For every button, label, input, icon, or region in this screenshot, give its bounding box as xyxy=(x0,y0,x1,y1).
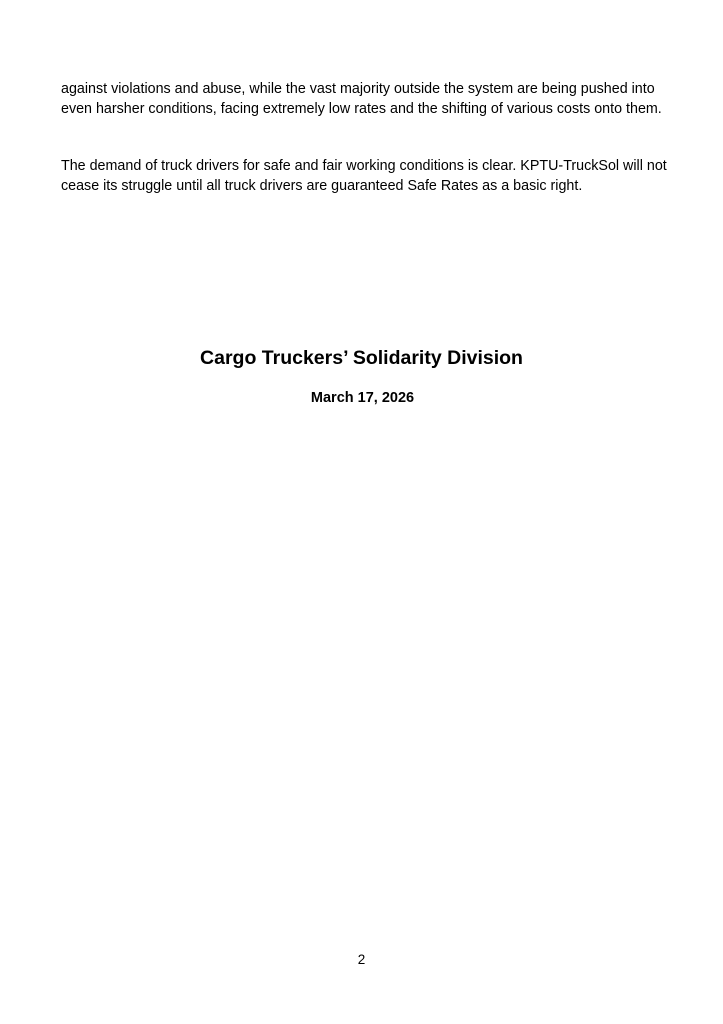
signature-date: March 17, 2026 xyxy=(310,390,415,406)
body-paragraph-1: against violations and abuse, while the vast majority outside the system are being pushed into even harsher conditions, facing extremely low rates and the shifting of various costs onto them. xyxy=(61,81,662,117)
signature-organization: Cargo Truckers’ Solidarity Division xyxy=(200,347,523,369)
page-number: 2 xyxy=(357,952,366,967)
body-paragraph-2: The demand of truck drivers for safe and fair working conditions is clear. KPTU-TruckSol will not cease its struggle until all truck drivers are guaranteed Safe Rates as a basic right. xyxy=(61,158,667,194)
